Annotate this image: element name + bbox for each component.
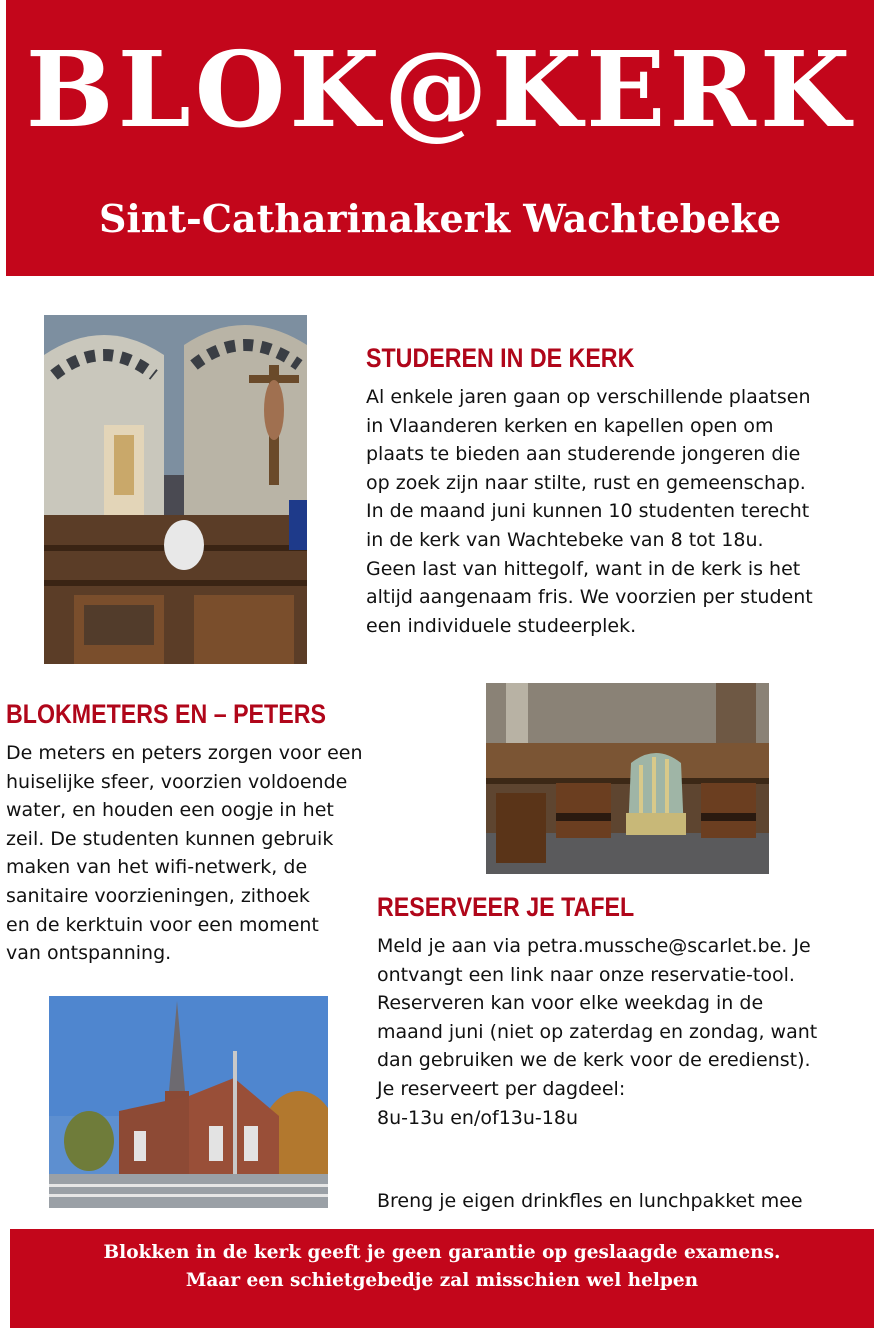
paragraph-line: een individuele studeerplek. xyxy=(366,614,637,637)
footer-banner xyxy=(10,1229,874,1328)
paragraph-line: 8u-13u en/of13u-18u xyxy=(377,1106,578,1129)
paragraph-line: water, en houden een oogje in het xyxy=(6,799,334,822)
paragraph-line: in de kerk van Wachtebeke van 8 tot 18u. xyxy=(366,529,764,551)
paragraph-line: maand juni (niet op zaterdag en zondag, want xyxy=(377,1020,818,1043)
section-heading-studeren: STUDEREN IN DE KERK xyxy=(366,343,635,373)
footer-text xyxy=(10,1239,874,1295)
paragraph-line: De meters en peters zorgen voor een xyxy=(6,742,363,764)
page-subtitle: Sint-Catharinakerk Wachtebeke xyxy=(98,196,782,241)
paragraph-line: in Vlaanderen kerken en kapellen open om xyxy=(366,414,774,437)
paragraph-line: altijd aangenaam fris. We voorzien per student xyxy=(366,586,813,609)
paragraph-line: op zoek zijn naar stilte, rust en gemeenschap. xyxy=(366,471,806,494)
header-banner xyxy=(6,0,874,276)
church-interior-photo xyxy=(44,315,307,664)
footer-line-1: Blokken in de kerk geeft je geen garantie op geslaagde examens. xyxy=(103,1242,781,1263)
footer-line-2: Maar een schietgebedje zal misschien wel helpen xyxy=(185,1270,699,1291)
paragraph-line: Breng je eigen drinkfles en lunchpakket mee xyxy=(377,1190,803,1212)
paragraph-line: sanitaire voorzieningen, zithoek xyxy=(6,885,310,907)
armchair-corner-photo xyxy=(486,683,769,874)
paragraph-line: Geen last van hittegolf, want in de kerk is het xyxy=(366,557,801,580)
paragraph-line: plaats te bieden aan studerende jongeren die xyxy=(366,443,801,466)
church-exterior-photo xyxy=(49,996,328,1208)
paragraph-line: Meld je aan via petra.mussche@scarlet.be. Je xyxy=(377,935,811,957)
paragraph-line: huiselijke sfeer, voorzien voldoende xyxy=(6,770,348,793)
paragraph-line: van ontspanning. xyxy=(6,942,172,965)
paragraph-line: ontvangt een link naar onze reservatie-tool. xyxy=(377,963,795,986)
paragraph-line: en de kerktuin voor een moment xyxy=(6,913,319,936)
paragraph-line: Reserveren kan voor elke weekdag in de xyxy=(377,992,764,1015)
section-heading-reserveer: RESERVEER JE TAFEL xyxy=(377,892,635,922)
paragraph-line: zeil. De studenten kunnen gebruik xyxy=(6,827,334,850)
paragraph-line: dan gebruiken we de kerk voor de eredienst). xyxy=(377,1049,811,1072)
paragraph-line: maken van het wifi-netwerk, de xyxy=(6,856,308,879)
paragraph-line: Je reserveert per dagdeel: xyxy=(377,1078,626,1100)
section-heading-blokmeters: BLOKMETERS EN – PETERS xyxy=(6,699,326,729)
paragraph-line: In de maand juni kunnen 10 studenten terecht xyxy=(366,500,810,523)
page-title: BLOK@KERK xyxy=(25,28,855,151)
paragraph-line: Al enkele jaren gaan op verschillende plaatsen xyxy=(366,386,811,408)
